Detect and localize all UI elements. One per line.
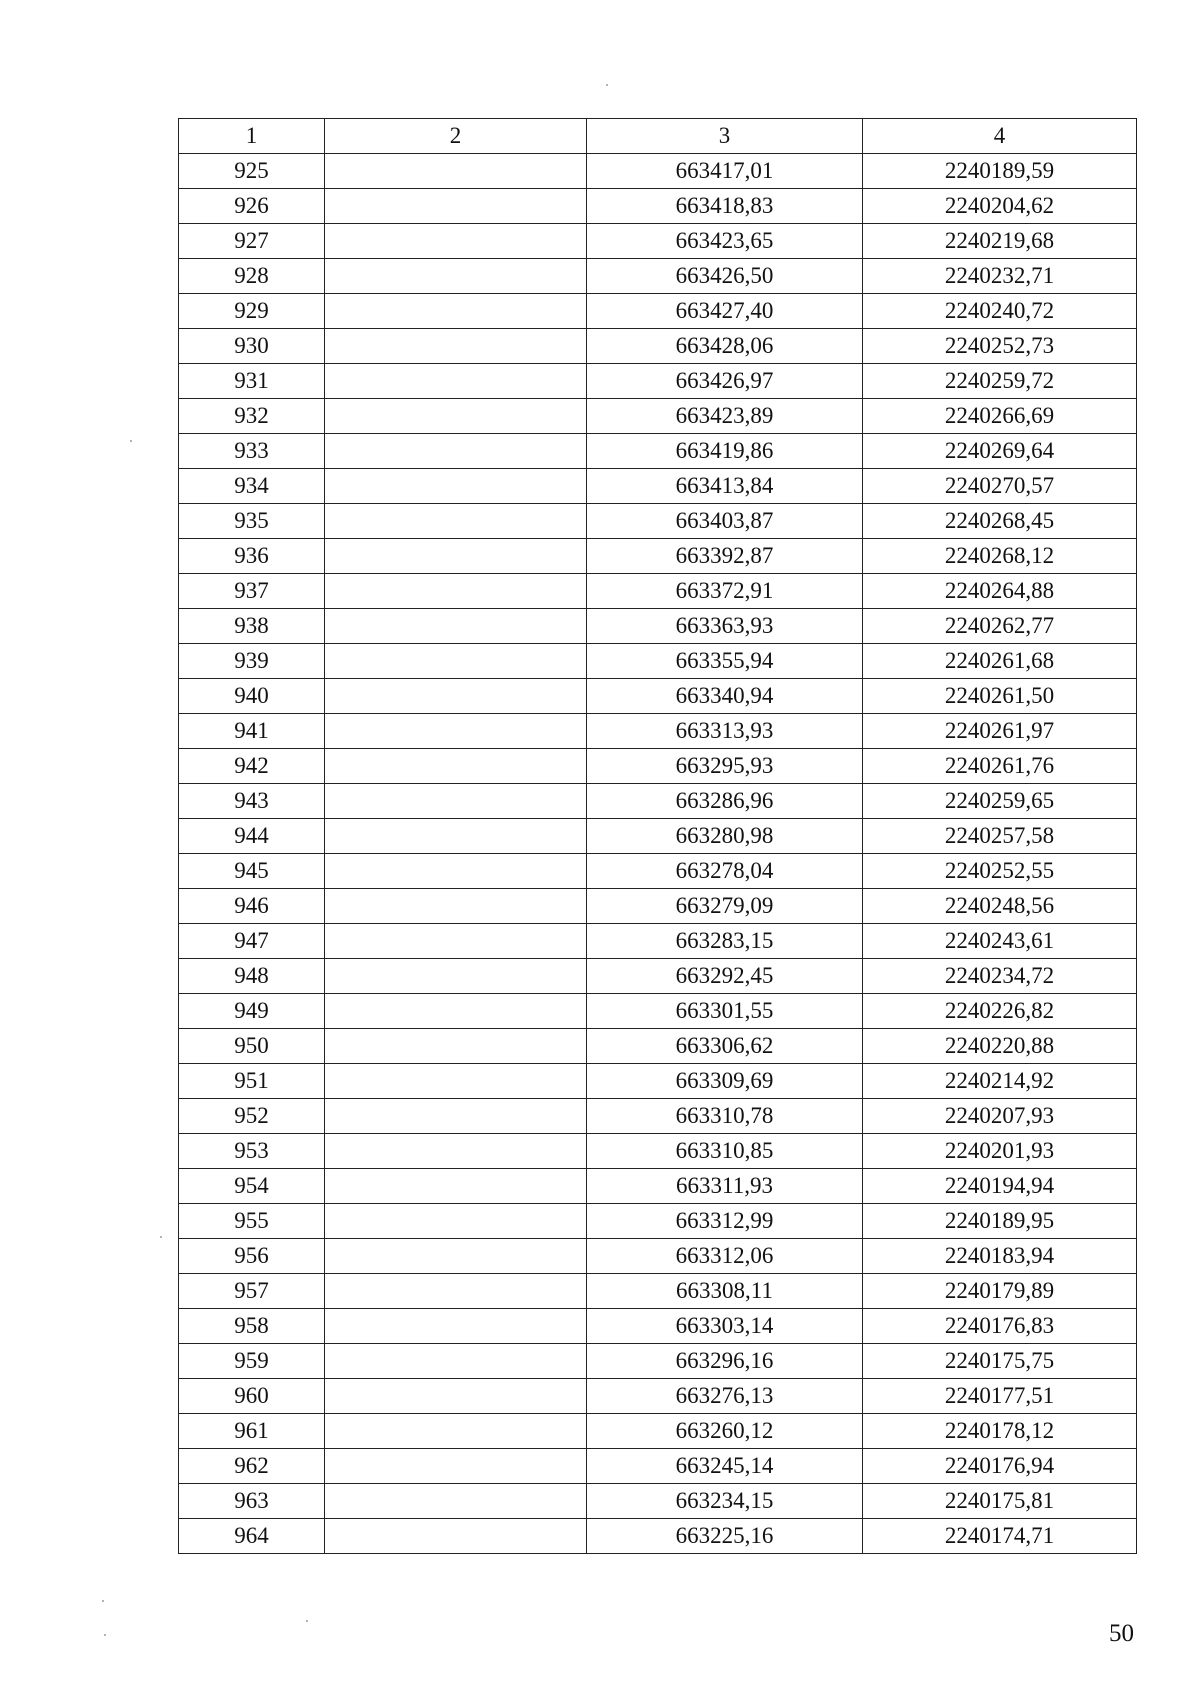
table-cell-col-4: 2240204,62: [863, 189, 1137, 224]
table-row: [179, 1204, 1137, 1239]
table-cell-col-4: 2240248,56: [863, 889, 1137, 924]
table-cell-col-1: 958: [179, 1309, 325, 1344]
table-cell-col-1: 949: [179, 994, 325, 1029]
table-cell-col-3: 663225,16: [587, 1519, 863, 1554]
table-cell-col-1: 932: [179, 399, 325, 434]
table-row: [179, 539, 1137, 574]
table-row: [179, 1029, 1137, 1064]
table-row: [179, 609, 1137, 644]
table-cell-col-2: [325, 994, 587, 1029]
table-cell-col-2: [325, 1204, 587, 1239]
table-cell-col-4: 2240261,50: [863, 679, 1137, 714]
scan-speck: [606, 84, 608, 86]
table-cell-col-2: [325, 1519, 587, 1554]
table-cell-col-4: 2240252,73: [863, 329, 1137, 364]
table-cell-col-1: 950: [179, 1029, 325, 1064]
table-cell-col-3: 663301,55: [587, 994, 863, 1029]
table-cell-col-3: 663392,87: [587, 539, 863, 574]
table-cell-col-3: 663283,15: [587, 924, 863, 959]
table-cell-col-2: [325, 504, 587, 539]
table-cell-col-3: 663413,84: [587, 469, 863, 504]
table-cell-col-1: 952: [179, 1099, 325, 1134]
table-row: [179, 364, 1137, 399]
table-cell-col-1: 948: [179, 959, 325, 994]
table-cell-col-3: 663418,83: [587, 189, 863, 224]
table-cell-col-2: [325, 1274, 587, 1309]
table-row: [179, 1134, 1137, 1169]
table-row: [179, 889, 1137, 924]
table-row: [179, 749, 1137, 784]
table-cell-col-1: 939: [179, 644, 325, 679]
table-cell-col-3: 663312,06: [587, 1239, 863, 1274]
table-row: [179, 959, 1137, 994]
table-row: [179, 854, 1137, 889]
column-header-4: 4: [863, 119, 1137, 154]
table-row: [179, 1239, 1137, 1274]
table-cell-col-1: 951: [179, 1064, 325, 1099]
table-cell-col-1: 933: [179, 434, 325, 469]
table-cell-col-4: 2240243,61: [863, 924, 1137, 959]
table-cell-col-2: [325, 819, 587, 854]
table-cell-col-2: [325, 1309, 587, 1344]
table-cell-col-3: 663426,97: [587, 364, 863, 399]
table-cell-col-2: [325, 329, 587, 364]
table-cell-col-1: 959: [179, 1344, 325, 1379]
table-cell-col-4: 2240264,88: [863, 574, 1137, 609]
table-cell-col-2: [325, 1169, 587, 1204]
table-cell-col-4: 2240183,94: [863, 1239, 1137, 1274]
table-cell-col-4: 2240194,94: [863, 1169, 1137, 1204]
table-cell-col-2: [325, 1484, 587, 1519]
table-cell-col-3: 663313,93: [587, 714, 863, 749]
table-cell-col-4: 2240220,88: [863, 1029, 1137, 1064]
table-cell-col-1: 930: [179, 329, 325, 364]
page-number: 50: [1109, 1620, 1134, 1647]
table-cell-col-4: 2240189,95: [863, 1204, 1137, 1239]
table-cell-col-1: 964: [179, 1519, 325, 1554]
table-row: [179, 1519, 1137, 1554]
table-cell-col-4: 2240269,64: [863, 434, 1137, 469]
table-cell-col-1: 955: [179, 1204, 325, 1239]
table-cell-col-4: 2240259,65: [863, 784, 1137, 819]
table-cell-col-2: [325, 469, 587, 504]
table-cell-col-2: [325, 539, 587, 574]
table-cell-col-3: 663295,93: [587, 749, 863, 784]
table-cell-col-2: [325, 679, 587, 714]
table-cell-col-1: 925: [179, 154, 325, 189]
table-row: [179, 1309, 1137, 1344]
table-cell-col-3: 663276,13: [587, 1379, 863, 1414]
table-cell-col-2: [325, 434, 587, 469]
table-row: [179, 434, 1137, 469]
table-cell-col-3: 663306,62: [587, 1029, 863, 1064]
table-cell-col-4: 2240259,72: [863, 364, 1137, 399]
table-cell-col-3: 663423,89: [587, 399, 863, 434]
table-cell-col-4: 2240261,97: [863, 714, 1137, 749]
table-cell-col-1: 942: [179, 749, 325, 784]
table-cell-col-3: 663286,96: [587, 784, 863, 819]
table-cell-col-1: 963: [179, 1484, 325, 1519]
table-cell-col-3: 663428,06: [587, 329, 863, 364]
table-row: [179, 399, 1137, 434]
table-cell-col-1: 938: [179, 609, 325, 644]
scan-speck: [102, 1600, 104, 1602]
table-cell-col-2: [325, 1064, 587, 1099]
table-cell-col-2: [325, 784, 587, 819]
table-cell-col-4: 2240226,82: [863, 994, 1137, 1029]
table-cell-col-3: 663310,78: [587, 1099, 863, 1134]
table-row: [179, 154, 1137, 189]
table-cell-col-4: 2240219,68: [863, 224, 1137, 259]
table-cell-col-2: [325, 749, 587, 784]
table-cell-col-3: 663427,40: [587, 294, 863, 329]
table-cell-col-2: [325, 959, 587, 994]
scan-speck: [306, 1620, 308, 1622]
table-cell-col-3: 663278,04: [587, 854, 863, 889]
table-row: [179, 679, 1137, 714]
table-cell-col-2: [325, 1239, 587, 1274]
table-cell-col-4: 2240177,51: [863, 1379, 1137, 1414]
table-row: [179, 1484, 1137, 1519]
table-cell-col-1: 937: [179, 574, 325, 609]
table-cell-col-4: 2240234,72: [863, 959, 1137, 994]
table-cell-col-2: [325, 1344, 587, 1379]
column-header-3: 3: [587, 119, 863, 154]
table-cell-col-4: 2240178,12: [863, 1414, 1137, 1449]
table-cell-col-3: 663372,91: [587, 574, 863, 609]
scan-speck: [130, 440, 132, 442]
table-cell-col-4: 2240262,77: [863, 609, 1137, 644]
table-row: [179, 819, 1137, 854]
table-cell-col-2: [325, 189, 587, 224]
table-cell-col-3: 663245,14: [587, 1449, 863, 1484]
table-cell-col-3: 663340,94: [587, 679, 863, 714]
table-cell-col-1: 947: [179, 924, 325, 959]
table-cell-col-3: 663303,14: [587, 1309, 863, 1344]
table-cell-col-1: 929: [179, 294, 325, 329]
coordinates-table: [178, 118, 1137, 1554]
table-cell-col-1: 927: [179, 224, 325, 259]
table-row: [179, 259, 1137, 294]
table-cell-col-3: 663309,69: [587, 1064, 863, 1099]
table-cell-col-3: 663417,01: [587, 154, 863, 189]
table-cell-col-4: 2240174,71: [863, 1519, 1137, 1554]
table-cell-col-1: 940: [179, 679, 325, 714]
table-cell-col-3: 663419,86: [587, 434, 863, 469]
table-cell-col-1: 928: [179, 259, 325, 294]
table-row: [179, 1064, 1137, 1099]
table-cell-col-4: 2240175,75: [863, 1344, 1137, 1379]
table-row: [179, 1274, 1137, 1309]
table-cell-col-1: 962: [179, 1449, 325, 1484]
table-cell-col-2: [325, 1134, 587, 1169]
table-row: [179, 1099, 1137, 1134]
table-cell-col-3: 663355,94: [587, 644, 863, 679]
table-row: [179, 1169, 1137, 1204]
table-row: [179, 329, 1137, 364]
table-cell-col-3: 663280,98: [587, 819, 863, 854]
table-cell-col-3: 663296,16: [587, 1344, 863, 1379]
table-cell-col-4: 2240252,55: [863, 854, 1137, 889]
table-cell-col-2: [325, 714, 587, 749]
table-cell-col-4: 2240201,93: [863, 1134, 1137, 1169]
table-header: [179, 119, 1137, 154]
table-cell-col-2: [325, 399, 587, 434]
table-cell-col-3: 663292,45: [587, 959, 863, 994]
table-row: [179, 644, 1137, 679]
table-cell-col-2: [325, 889, 587, 924]
table-row: [179, 994, 1137, 1029]
table-row: [179, 714, 1137, 749]
table-cell-col-2: [325, 924, 587, 959]
table-cell-col-4: 2240175,81: [863, 1484, 1137, 1519]
table-cell-col-4: 2240176,83: [863, 1309, 1137, 1344]
table-cell-col-2: [325, 1099, 587, 1134]
table-body: [179, 154, 1137, 1554]
table-row: [179, 224, 1137, 259]
table-cell-col-1: 946: [179, 889, 325, 924]
table-cell-col-1: 961: [179, 1414, 325, 1449]
table-row: [179, 504, 1137, 539]
table-row: [179, 294, 1137, 329]
scan-speck: [160, 1236, 162, 1238]
table-cell-col-4: 2240176,94: [863, 1449, 1137, 1484]
table-row: [179, 574, 1137, 609]
table-cell-col-2: [325, 224, 587, 259]
table-cell-col-3: 663234,15: [587, 1484, 863, 1519]
table-row: [179, 784, 1137, 819]
table-cell-col-3: 663403,87: [587, 504, 863, 539]
table-cell-col-1: 954: [179, 1169, 325, 1204]
table-row: [179, 924, 1137, 959]
table-cell-col-2: [325, 574, 587, 609]
table-cell-col-1: 941: [179, 714, 325, 749]
table-row: [179, 1344, 1137, 1379]
table-cell-col-2: [325, 1379, 587, 1414]
table-cell-col-2: [325, 294, 587, 329]
table-cell-col-4: 2240240,72: [863, 294, 1137, 329]
table-cell-col-4: 2240270,57: [863, 469, 1137, 504]
table-cell-col-1: 926: [179, 189, 325, 224]
table-cell-col-4: 2240268,45: [863, 504, 1137, 539]
table-row: [179, 469, 1137, 504]
table-cell-col-4: 2240214,92: [863, 1064, 1137, 1099]
table-cell-col-1: 944: [179, 819, 325, 854]
table-cell-col-3: 663311,93: [587, 1169, 863, 1204]
table-cell-col-3: 663312,99: [587, 1204, 863, 1239]
table-row: [179, 1379, 1137, 1414]
table-cell-col-4: 2240232,71: [863, 259, 1137, 294]
table-cell-col-4: 2240268,12: [863, 539, 1137, 574]
table-cell-col-1: 953: [179, 1134, 325, 1169]
header-row: [179, 119, 1137, 154]
table-row: [179, 1449, 1137, 1484]
table-cell-col-2: [325, 1449, 587, 1484]
table-cell-col-2: [325, 1029, 587, 1064]
table-row: [179, 189, 1137, 224]
table-cell-col-1: 931: [179, 364, 325, 399]
table-cell-col-4: 2240266,69: [863, 399, 1137, 434]
table-cell-col-3: 663363,93: [587, 609, 863, 644]
table-cell-col-2: [325, 854, 587, 889]
table-cell-col-3: 663423,65: [587, 224, 863, 259]
column-header-2: 2: [325, 119, 587, 154]
table-cell-col-3: 663260,12: [587, 1414, 863, 1449]
table-cell-col-3: 663308,11: [587, 1274, 863, 1309]
column-header-1: 1: [179, 119, 325, 154]
table-cell-col-1: 936: [179, 539, 325, 574]
table-cell-col-4: 2240179,89: [863, 1274, 1137, 1309]
table-cell-col-2: [325, 609, 587, 644]
table-row: [179, 1414, 1137, 1449]
table-cell-col-4: 2240257,58: [863, 819, 1137, 854]
table-cell-col-4: 2240189,59: [863, 154, 1137, 189]
table-cell-col-3: 663310,85: [587, 1134, 863, 1169]
table-cell-col-1: 945: [179, 854, 325, 889]
table-cell-col-2: [325, 1414, 587, 1449]
table-cell-col-3: 663279,09: [587, 889, 863, 924]
table-cell-col-4: 2240261,68: [863, 644, 1137, 679]
table-cell-col-1: 935: [179, 504, 325, 539]
table-cell-col-3: 663426,50: [587, 259, 863, 294]
table-cell-col-1: 960: [179, 1379, 325, 1414]
table-cell-col-2: [325, 364, 587, 399]
table-cell-col-1: 943: [179, 784, 325, 819]
table-cell-col-2: [325, 644, 587, 679]
table-cell-col-2: [325, 154, 587, 189]
table-cell-col-2: [325, 259, 587, 294]
table-cell-col-1: 956: [179, 1239, 325, 1274]
table-cell-col-4: 2240261,76: [863, 749, 1137, 784]
table-cell-col-4: 2240207,93: [863, 1099, 1137, 1134]
table-cell-col-1: 957: [179, 1274, 325, 1309]
table-cell-col-1: 934: [179, 469, 325, 504]
scan-speck: [104, 1634, 106, 1636]
